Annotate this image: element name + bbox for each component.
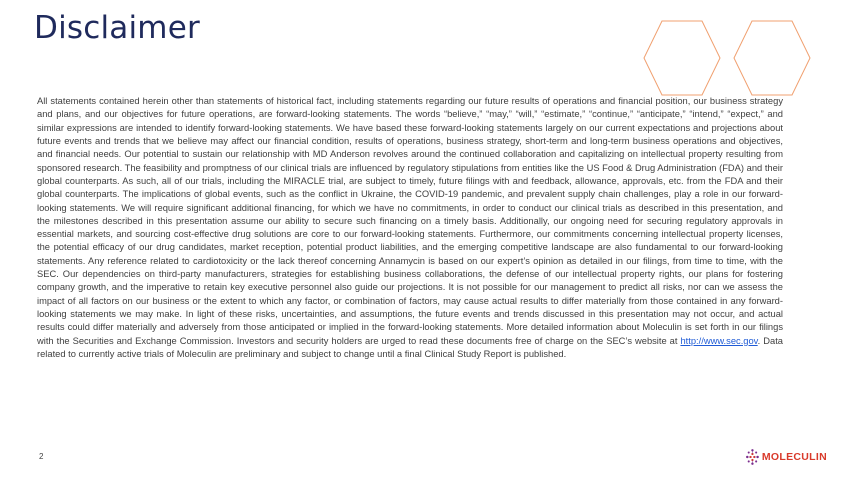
page-number: 2 [39, 452, 44, 461]
hexagon-left [644, 21, 720, 95]
page-title: Disclaimer [34, 10, 200, 46]
disclaimer-text: All statements contained herein other than statements of historical fact, including statements regarding our future results of operations and financial position, our business strategy and plans, and our objectives for future operations, are forward-looking statements. The words “believe,” “may,” “will,” “estimate,” “continue,” “anticipate,” “intend,” “expect,” and similar expressions are intended to identify forward-looking statements. We have based these forward-looking statements largely on our current expectations and projections about future events and trends that we believe may affect our financial condition, results of operations, business strategy, short-term and long-term business operations and objectives, and financial needs. Our potential to sustain our relationship with MD Anderson revolves around the continued collaboration and capitalizing on intellectual property resulting from sponsored research. The feasibility and promptness of our clinical trials are influenced by regulatory stipulations from entities like the US Food & Drug Administration (FDA) and their global counterparts. As such, all of our trials, including the MIRACLE trial, are subject to timely, future filings with and feedback, allowance, approvals, etc. from the FDA and their global counterparts. The implications of global events, such as the conflict in Ukraine, the COVID-19 pandemic, and prevalent supply chain challenges, play a role in our forward-looking statements. We will require significant additional financing, for which we have no commitments, in order to conduct our clinical trials as described in this presentation, and the milestones described in this presentation assume our ability to secure such financing on a timely basis. Additionally, our ongoing need for securing regulatory approvals in essential markets, and sourcing cost-effective drug solutions are core to our forward-looking statements. Furthermore, our commitments concerning intellectual property licenses, the potential efficacy of our drug candidates, market reception, potential product liabilities, and the emerging competitive landscape are also fundamental to our forward-looking statements. Any reference related to cardiotoxicity or the lack thereof concerning Annamycin is based on our expert’s opinion as detailed in our filings, from time to time, with the SEC. Our dependencies on third-party manufacturers, strategies for establishing business collaborations, the defense of our intellectual property rights, our plans for fostering company growth, and the imperative to retain key executive personnel also guide our projections. It is not possible for our management to predict all risks, nor can we assess the impact of all factors on our business or the extent to which any factor, or combination of factors, may cause actual results to differ materially from those contained in any forward-looking statements we may make. In light of these risks, uncertainties, and assumptions, the future events and trends discussed in this presentation may not occur, and actual results could differ materially and adversely from those anticipated or implied in the forward-looking statements. More detailed information about Moleculin is set forth in our filings with the Securities and Exchange Commission. Investors and security holders are urged to read these documents free of charge on the SEC’s website at [37, 96, 783, 346]
logo-wordmark: MOLECULIN [761, 451, 827, 463]
disclaimer-text-end: . Data related to currently active trials of Moleculin are preliminary and subject to change until a final Clinical Study Report is published. [37, 335, 783, 359]
sec-website-link[interactable]: http://www.sec.gov [680, 335, 758, 346]
disclaimer-body [37, 95, 783, 361]
molecule-logo-icon [745, 445, 760, 469]
moleculin-logo [745, 444, 827, 470]
hexagon-decor-icon [640, 16, 850, 96]
hexagon-right [734, 21, 810, 95]
